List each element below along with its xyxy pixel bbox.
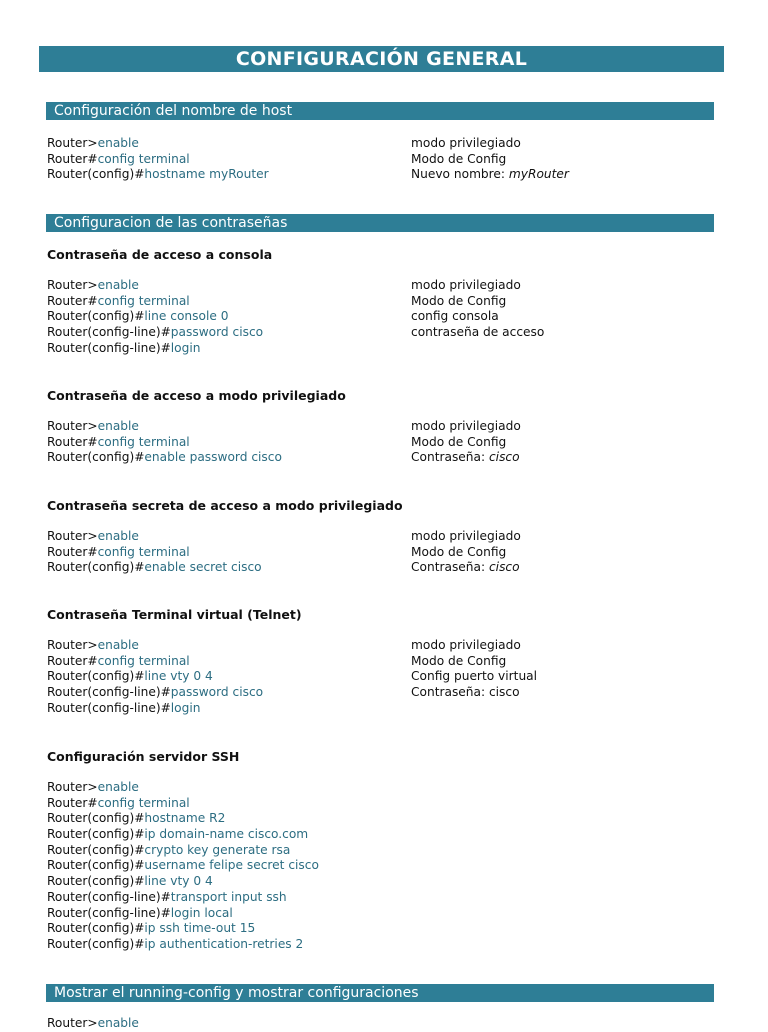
command-row bbox=[47, 450, 727, 466]
command-row bbox=[47, 341, 727, 357]
command-text: hostname myRouter bbox=[144, 167, 269, 182]
router-prompt: Router(config)# bbox=[47, 560, 145, 575]
command-description bbox=[411, 450, 520, 466]
router-prompt: Router(config-line)# bbox=[47, 889, 171, 904]
command-text: enable bbox=[97, 780, 139, 794]
description-text: config consola bbox=[411, 309, 499, 324]
description-text: modo privilegiado bbox=[411, 419, 521, 433]
command-row bbox=[47, 529, 727, 545]
command-text: config terminal bbox=[97, 653, 190, 668]
router-prompt: Router(config)# bbox=[47, 936, 145, 951]
page-title: CONFIGURACIÓN GENERAL bbox=[39, 46, 724, 72]
command-row bbox=[47, 780, 727, 796]
command-text: enable bbox=[97, 638, 139, 652]
command-description bbox=[411, 435, 506, 451]
command-text: enable bbox=[97, 136, 139, 150]
router-prompt: Router# bbox=[47, 653, 98, 668]
command-row bbox=[47, 827, 727, 843]
router-prompt: Router> bbox=[47, 278, 98, 292]
command-description bbox=[411, 560, 520, 576]
command-text: password cisco bbox=[170, 685, 264, 700]
command-text: line vty 0 4 bbox=[144, 874, 213, 889]
command-row bbox=[47, 843, 727, 859]
command-description bbox=[411, 685, 520, 701]
command-row bbox=[47, 638, 727, 654]
router-prompt: Router(config-line)# bbox=[47, 325, 171, 340]
command-text: enable bbox=[97, 529, 139, 543]
command-text: login local bbox=[170, 905, 233, 920]
command-description bbox=[411, 529, 521, 545]
description-text: Modo de Config bbox=[411, 434, 507, 449]
command-text: hostname R2 bbox=[144, 811, 226, 826]
router-prompt: Router> bbox=[47, 529, 98, 543]
router-prompt: Router# bbox=[47, 434, 98, 449]
section-heading-running-config: Mostrar el running-config y mostrar configuraciones bbox=[46, 984, 714, 1002]
router-prompt: Router> bbox=[47, 638, 98, 652]
command-row bbox=[47, 654, 727, 670]
description-text: Modo de Config bbox=[411, 151, 507, 166]
command-row bbox=[47, 325, 727, 341]
router-prompt: Router# bbox=[47, 544, 98, 559]
command-text: ip authentication-retries 2 bbox=[144, 936, 304, 951]
router-prompt: Router(config-line)# bbox=[47, 340, 171, 355]
description-text: Modo de Config bbox=[411, 653, 507, 668]
command-row bbox=[47, 152, 727, 168]
router-prompt: Router(config)# bbox=[47, 669, 145, 684]
router-prompt: Router(config)# bbox=[47, 450, 145, 465]
command-text: enable secret cisco bbox=[144, 560, 262, 575]
router-prompt: Router(config)# bbox=[47, 811, 145, 826]
command-description bbox=[411, 638, 521, 654]
command-row bbox=[47, 435, 727, 451]
subheading-telnet-password: Contraseña Terminal virtual (Telnet) bbox=[47, 607, 302, 622]
router-prompt: Router(config-line)# bbox=[47, 700, 171, 715]
description-text: Modo de Config bbox=[411, 544, 507, 559]
command-text: line console 0 bbox=[144, 309, 229, 324]
router-prompt: Router> bbox=[47, 136, 98, 150]
command-text: enable password cisco bbox=[144, 450, 282, 465]
command-text: enable bbox=[97, 278, 139, 292]
command-description bbox=[411, 325, 544, 341]
router-prompt: Router> bbox=[47, 780, 98, 794]
router-prompt: Router(config)# bbox=[47, 921, 145, 936]
command-text: config terminal bbox=[97, 795, 190, 810]
router-prompt: Router(config-line)# bbox=[47, 905, 171, 920]
router-prompt: Router(config)# bbox=[47, 874, 145, 889]
command-row bbox=[47, 419, 727, 435]
command-text: config terminal bbox=[97, 151, 190, 166]
description-text: contraseña de acceso bbox=[411, 325, 545, 340]
command-row bbox=[47, 858, 727, 874]
command-text: ip ssh time-out 15 bbox=[144, 921, 256, 936]
router-prompt: Router> bbox=[47, 419, 98, 433]
router-prompt: Router(config)# bbox=[47, 827, 145, 842]
command-description bbox=[411, 669, 537, 685]
command-block-console-password bbox=[47, 278, 727, 356]
description-text: modo privilegiado bbox=[411, 638, 521, 652]
command-block-enable-password bbox=[47, 419, 727, 466]
command-row bbox=[47, 278, 727, 294]
router-prompt: Router> bbox=[47, 1016, 98, 1030]
command-text: line vty 0 4 bbox=[144, 669, 213, 684]
description-text: modo privilegiado bbox=[411, 136, 521, 150]
command-row bbox=[47, 796, 727, 812]
command-description bbox=[411, 419, 521, 435]
subheading-console-password: Contraseña de acceso a consola bbox=[47, 247, 273, 262]
description-text: modo privilegiado bbox=[411, 529, 521, 543]
command-block-enable-secret bbox=[47, 529, 727, 576]
command-text: config terminal bbox=[97, 293, 190, 308]
command-block-hostname bbox=[47, 136, 727, 183]
command-description bbox=[411, 309, 499, 325]
description-text: Contraseña: bbox=[411, 450, 489, 465]
command-row bbox=[47, 669, 727, 685]
command-row bbox=[47, 309, 727, 325]
command-text: ip domain-name cisco.com bbox=[144, 827, 309, 842]
router-prompt: Router# bbox=[47, 795, 98, 810]
router-prompt: Router(config)# bbox=[47, 309, 145, 324]
description-text: Contraseña: bbox=[411, 560, 489, 575]
command-text: transport input ssh bbox=[170, 889, 287, 904]
command-description bbox=[411, 545, 506, 561]
command-text: enable bbox=[97, 1016, 139, 1030]
command-block-ssh-server bbox=[47, 780, 727, 953]
command-text: config terminal bbox=[97, 434, 190, 449]
description-emphasis: cisco bbox=[488, 450, 520, 465]
description-text: Nuevo nombre: bbox=[411, 167, 509, 182]
router-prompt: Router(config)# bbox=[47, 842, 145, 857]
command-text: username felipe secret cisco bbox=[144, 858, 319, 873]
command-description bbox=[411, 167, 569, 183]
command-text: login bbox=[170, 700, 201, 715]
description-text: modo privilegiado bbox=[411, 278, 521, 292]
description-emphasis: cisco bbox=[488, 560, 520, 575]
command-row bbox=[47, 545, 727, 561]
subheading-enable-password: Contraseña de acceso a modo privilegiado bbox=[47, 388, 346, 403]
description-text: Config puerto virtual bbox=[411, 669, 538, 684]
description-text: Contraseña: cisco bbox=[411, 685, 520, 700]
command-description bbox=[411, 278, 521, 294]
subheading-ssh-server: Configuración servidor SSH bbox=[47, 749, 240, 764]
description-emphasis: myRouter bbox=[508, 167, 569, 182]
command-description bbox=[411, 654, 506, 670]
command-text: password cisco bbox=[170, 325, 264, 340]
command-row bbox=[47, 167, 727, 183]
command-description bbox=[411, 136, 521, 152]
command-row bbox=[47, 136, 727, 152]
router-prompt: Router(config-line)# bbox=[47, 685, 171, 700]
command-row bbox=[47, 294, 727, 310]
command-description bbox=[411, 152, 506, 168]
command-row bbox=[47, 560, 727, 576]
command-description bbox=[411, 294, 506, 310]
router-prompt: Router(config)# bbox=[47, 858, 145, 873]
command-row bbox=[47, 906, 727, 922]
command-row bbox=[47, 937, 727, 953]
subheading-enable-secret: Contraseña secreta de acceso a modo privilegiado bbox=[47, 498, 403, 513]
command-text: config terminal bbox=[97, 544, 190, 559]
command-text: crypto key generate rsa bbox=[144, 842, 291, 857]
command-row bbox=[47, 921, 727, 937]
section-heading-hostname: Configuración del nombre de host bbox=[46, 102, 714, 120]
command-text: enable bbox=[97, 419, 139, 433]
router-prompt: Router# bbox=[47, 293, 98, 308]
command-row bbox=[47, 874, 727, 890]
command-row bbox=[47, 811, 727, 827]
command-row bbox=[47, 685, 727, 701]
command-row bbox=[47, 890, 727, 906]
command-row bbox=[47, 701, 727, 717]
description-text: Modo de Config bbox=[411, 293, 507, 308]
router-prompt: Router(config)# bbox=[47, 167, 145, 182]
command-text: login bbox=[170, 340, 201, 355]
router-prompt: Router# bbox=[47, 151, 98, 166]
command-block-telnet-password bbox=[47, 638, 727, 716]
section-heading-passwords: Configuracion de las contraseñas bbox=[46, 214, 714, 232]
